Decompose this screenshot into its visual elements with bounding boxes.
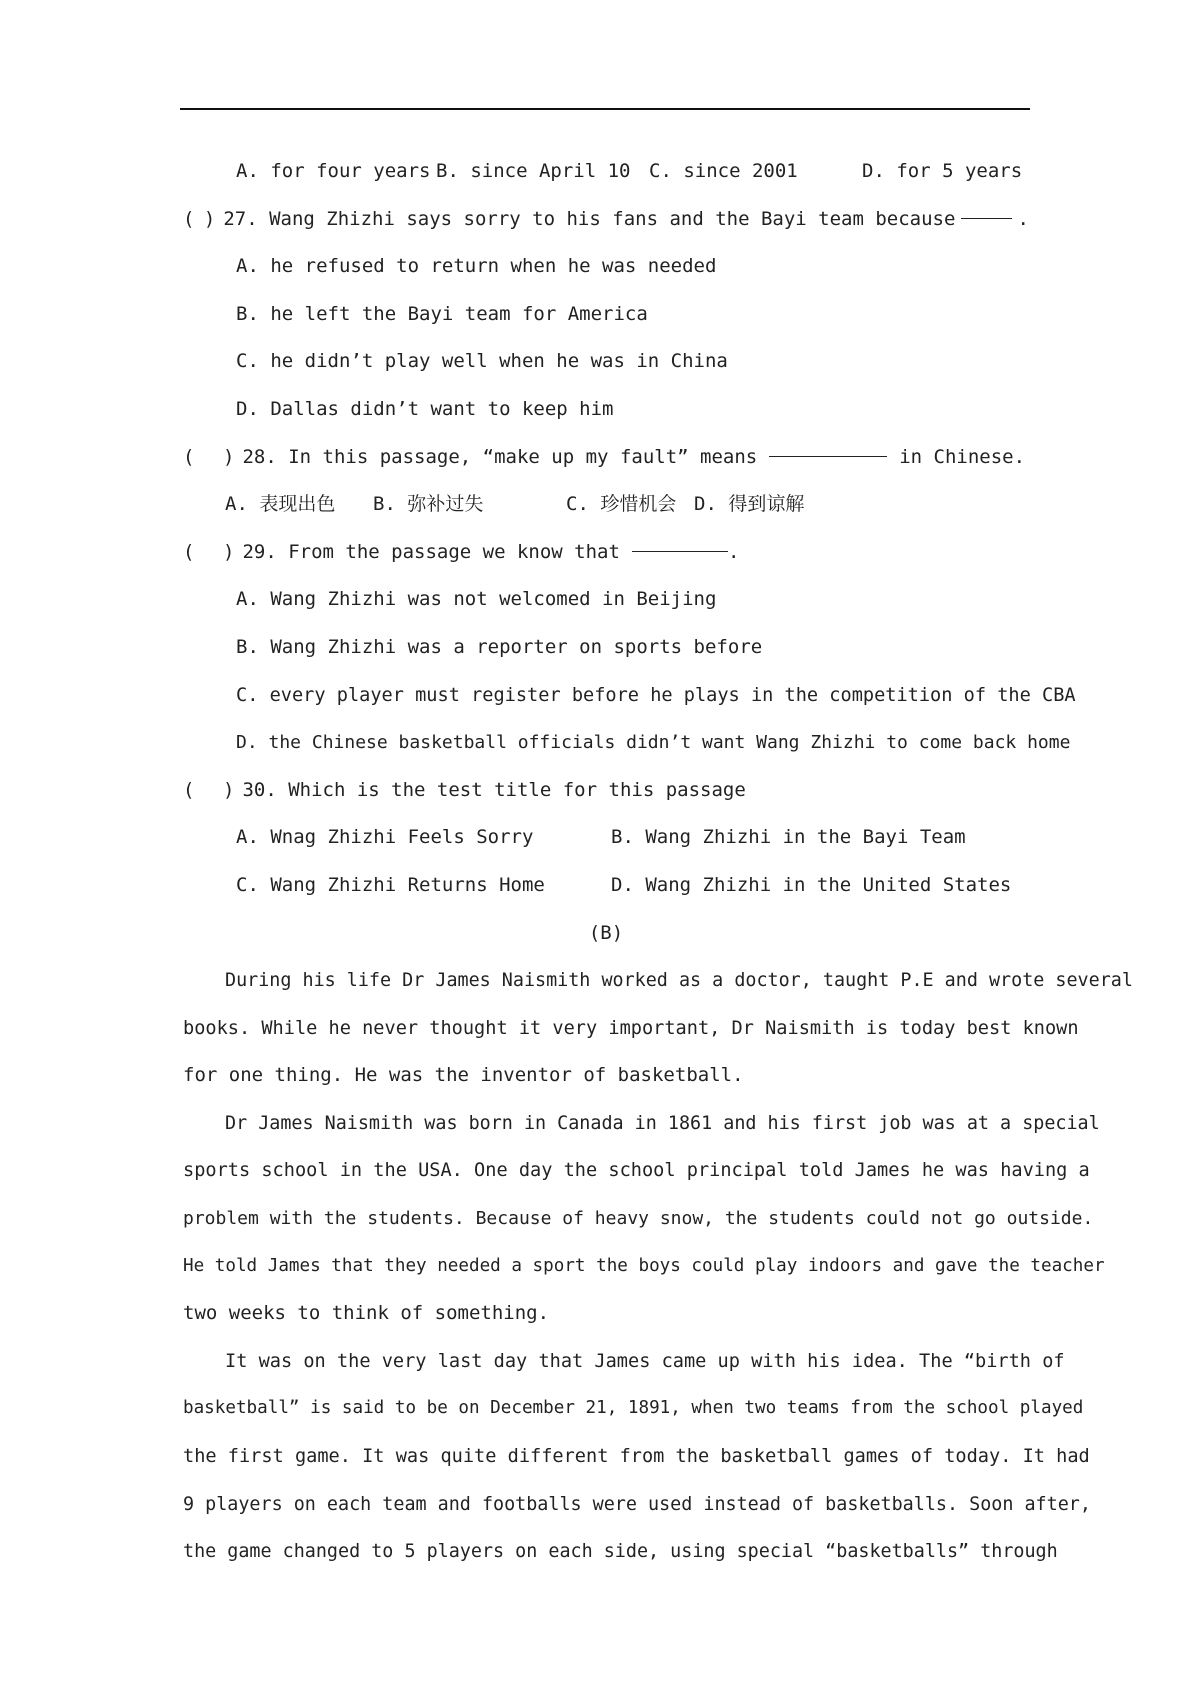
q28-option-a: A. 表现出色: [225, 493, 336, 516]
document-page: [183, 148, 1133, 1576]
passage-line: problem with the students. Because of heavy snow, the students could not go outside.: [183, 1208, 1094, 1230]
q30-option-d: D. Wang Zhizhi in the United States: [611, 873, 1012, 896]
passage-line: for one thing. He was the inventor of basketball.: [183, 1064, 744, 1087]
q27-option-d: D. Dallas didn’t want to keep him: [236, 397, 614, 420]
passage-line: books. While he never thought it very important, Dr Naismith is today best known: [183, 1017, 1079, 1039]
section-b-title: (B): [588, 921, 624, 944]
passage-line: the first game. It was quite different from the basketball games of today. It had: [183, 1446, 1090, 1468]
passage-line: the game changed to 5 players on each side, using special “basketballs” through: [183, 1541, 1058, 1563]
question-27: [183, 196, 1029, 244]
passage-line: two weeks to think of something.: [183, 1302, 550, 1325]
question-29-end: .: [727, 540, 740, 563]
question-30-text: 30. Which is the test title for this passage: [242, 778, 746, 801]
q27-option-a: A. he refused to return when he was needed: [236, 255, 717, 278]
q28-option-d: D. 得到谅解: [694, 493, 805, 516]
passage-line: basketball” is said to be on December 21, 1891, when two teams from the school played: [183, 1398, 1084, 1419]
passage-line: sports school in the USA. One day the school principal told James he was having a: [183, 1160, 1090, 1182]
passage-line: 9 players on each team and footballs were used instead of basketballs. Soon after,: [183, 1493, 1091, 1515]
q30-option-c: C. Wang Zhizhi Returns Home: [236, 873, 545, 896]
question-27-text: 27. Wang Zhizhi says sorry to his fans and the Bayi team because: [223, 207, 956, 230]
q27-option-b: B. he left the Bayi team for America: [236, 302, 648, 325]
header-rule: [180, 108, 1030, 110]
q27-option-c: C. he didn’t play well when he was in China: [236, 350, 728, 373]
q26-option-b: B. since April 10: [436, 160, 631, 182]
q29-option-c: C. every player must register before he plays in the competition of the CBA: [236, 684, 1076, 706]
q28-option-c: C. 珍惜机会: [566, 493, 677, 516]
q26-option-c: C. since 2001: [649, 160, 798, 182]
question-29: [183, 529, 1029, 577]
answer-bracket-close: ): [223, 778, 235, 801]
passage-line: It was on the very last day that James came up with his idea. The “birth of: [225, 1350, 1065, 1372]
passage-line: He told James that they needed a sport the boys could play indoors and gave the teacher: [183, 1255, 1105, 1276]
question-29-text: 29. From the passage we know that: [242, 540, 620, 563]
question-28-text: 28. In this passage, “make up my fault” means: [242, 445, 758, 468]
answer-bracket-open: (: [183, 207, 195, 230]
answer-blank: [632, 529, 728, 552]
q29-option-a: A. Wang Zhizhi was not welcomed in Beijing: [236, 588, 717, 611]
answer-bracket-open: (: [183, 778, 195, 801]
answer-bracket-close: ): [203, 207, 216, 230]
q30-option-b: B. Wang Zhizhi in the Bayi Team: [611, 826, 966, 849]
question-28: [183, 434, 1029, 482]
q30-options-row2: [183, 862, 1029, 910]
q28-options: [183, 481, 1029, 529]
answer-bracket-close: ): [223, 445, 235, 468]
passage-line: During his life Dr James Naismith worked as a doctor, taught P.E and wrote several: [225, 970, 1133, 992]
q30-options-row1: [183, 814, 1029, 862]
answer-bracket-open: (: [183, 540, 195, 563]
q29-option-b: B. Wang Zhizhi was a reporter on sports before: [236, 635, 763, 658]
question-30: [183, 767, 1029, 815]
q26-option-d: D. for 5 years: [862, 160, 1023, 182]
passage-line: Dr James Naismith was born in Canada in 1861 and his first job was at a special: [225, 1112, 1100, 1134]
q26-options: [183, 148, 1029, 196]
question-28-end: in Chinese.: [899, 445, 1026, 468]
answer-blank: [961, 196, 1011, 219]
q30-option-a: A. Wnag Zhizhi Feels Sorry: [236, 826, 534, 849]
q28-option-b: B. 弥补过失: [373, 493, 484, 516]
answer-blank: [769, 434, 887, 457]
q26-option-a: A. for four years: [236, 160, 431, 182]
question-27-end: .: [1017, 207, 1029, 230]
q29-option-d: D. the Chinese basketball officials didn’t want Wang Zhizhi to come back home: [236, 732, 1071, 754]
answer-bracket-open: (: [183, 445, 195, 468]
answer-bracket-close: ): [223, 540, 235, 563]
